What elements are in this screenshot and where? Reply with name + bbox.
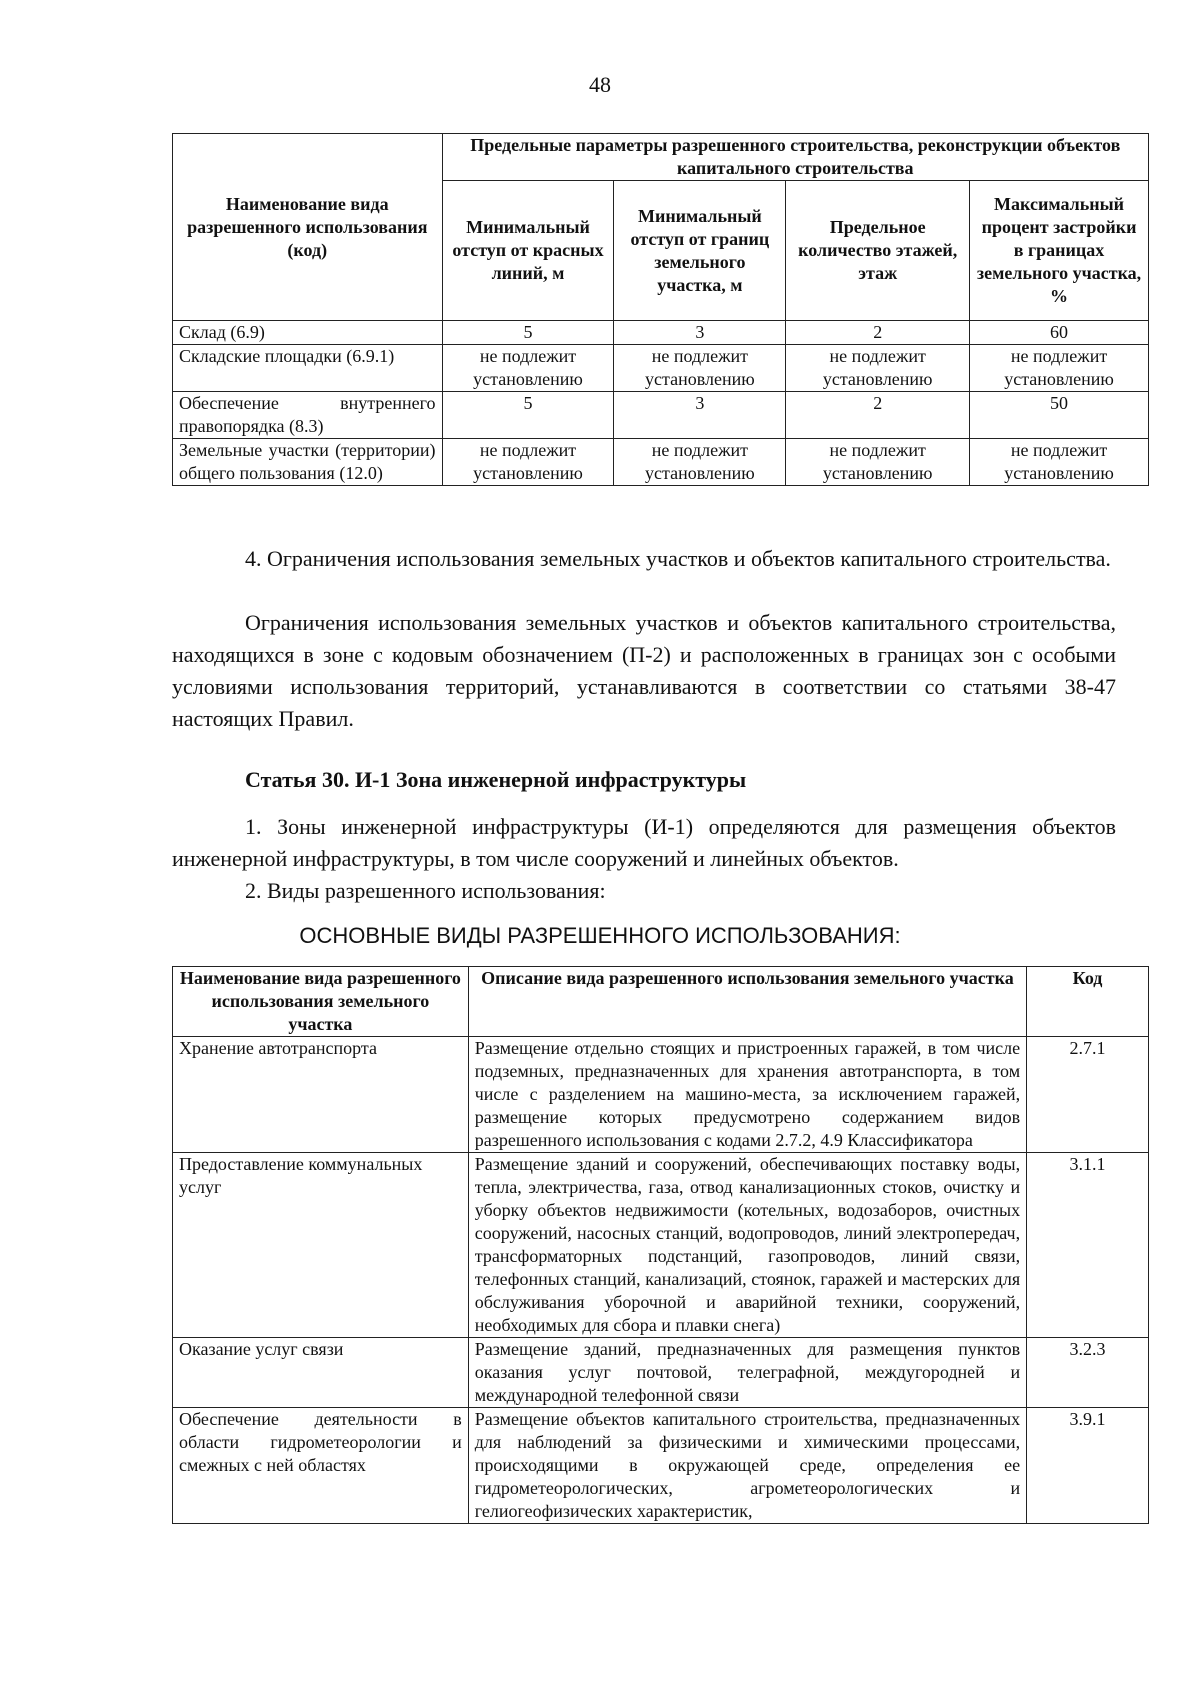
column-header-coverage: Максимальный процент застройки в границах земельного участка, %	[970, 181, 1149, 321]
row-name: Земельные участки (территории) общего пользования (12.0)	[173, 439, 443, 486]
row-name: Складские площадки (6.9.1)	[173, 345, 443, 392]
cell-value: 60	[970, 321, 1149, 345]
row-code: 2.7.1	[1027, 1037, 1149, 1153]
cell-value: не подлежит установлению	[614, 439, 786, 486]
table-row	[173, 1037, 1149, 1153]
cell-value: 3	[614, 392, 786, 439]
table-row	[173, 1338, 1149, 1408]
article-heading: Статья 30. И-1 Зона инженерной инфраструктуры	[245, 767, 747, 792]
cell-value: не подлежит установлению	[970, 439, 1149, 486]
row-name: Предоставление коммунальных услуг	[173, 1153, 469, 1338]
main-uses-title: ОСНОВНЫЕ ВИДЫ РАЗРЕШЕННОГО ИСПОЛЬЗОВАНИЯ:	[299, 923, 901, 948]
parameters-table	[172, 133, 1149, 486]
row-code: 3.1.1	[1027, 1153, 1149, 1338]
table-row	[173, 1408, 1149, 1524]
row-name: Оказание услуг связи	[173, 1338, 469, 1408]
table-row	[173, 1153, 1149, 1338]
cell-value: не подлежит установлению	[786, 439, 970, 486]
column-header-name: Наименование вида разрешенного использования (код)	[173, 134, 443, 321]
row-name: Склад (6.9)	[173, 321, 443, 345]
row-description: Размещение объектов капитального строительства, предназначенных для наблюдений за физическими и химическими процессами, происходящими в окружающей среде, определения ее гидрометеорологических, агрометеорологических и гелиогеофизических характеристик,	[468, 1408, 1026, 1524]
row-name: Хранение автотранспорта	[173, 1037, 469, 1153]
cell-value: не подлежит установлению	[442, 345, 614, 392]
column-header-name: Наименование вида разрешенного использования земельного участка	[173, 967, 469, 1037]
permitted-uses-table	[172, 966, 1149, 1524]
cell-value: не подлежит установлению	[442, 439, 614, 486]
row-code: 3.2.3	[1027, 1338, 1149, 1408]
row-code: 3.9.1	[1027, 1408, 1149, 1524]
row-description: Размещение зданий и сооружений, обеспечивающих поставку воды, тепла, электричества, газа, отвод канализационных стоков, очистку и уборку объектов недвижимости (котельных, водозаборов, очистных сооружений, насосных станций, водопроводов, линий электропередач, трансформаторных подстанций, газопроводов, линий связи, телефонных станций, канализаций, стоянок, гаражей и мастерских для обслуживания уборочной и аварийной техники, сооружений, необходимых для сбора и плавки снега)	[468, 1153, 1026, 1338]
cell-value: 50	[970, 392, 1149, 439]
column-header-red-lines: Минимальный отступ от красных линий, м	[442, 181, 614, 321]
cell-value: 5	[442, 321, 614, 345]
table-row	[173, 392, 1149, 439]
row-name: Обеспечение внутреннего правопорядка (8.3)	[173, 392, 443, 439]
cell-value: не подлежит установлению	[614, 345, 786, 392]
cell-value: 2	[786, 392, 970, 439]
section-4-title: 4. Ограничения использования земельных участков и объектов капитального строительства.	[245, 546, 1111, 571]
row-description: Размещение отдельно стоящих и пристроенных гаражей, в том числе подземных, предназначенных для хранения автотранспорта, в том числе с разделением на машино-места, за исключением гаражей, размещение которых предусмотрено содержанием видов разрешенного использования с кодами 2.7.2, 4.9 Классификатора	[468, 1037, 1026, 1153]
cell-value: 3	[614, 321, 786, 345]
table-header-row	[173, 134, 1149, 181]
cell-value: не подлежит установлению	[786, 345, 970, 392]
column-header-code: Код	[1027, 967, 1149, 1037]
article-paragraph-2: 2. Виды разрешенного использования:	[245, 878, 606, 903]
table-row	[173, 439, 1149, 486]
section-4-paragraph: Ограничения использования земельных участков и объектов капитального строительства, находящихся в зоне с кодовым обозначением (П-2) и расположенных в границах зон с особыми условиями использования территорий, устанавливаются в соответствии со статьями 38-47 настоящих Правил.	[172, 610, 1116, 731]
cell-value: 5	[442, 392, 614, 439]
cell-value: не подлежит установлению	[970, 345, 1149, 392]
table-row	[173, 345, 1149, 392]
column-header-floors: Предельное количество этажей, этаж	[786, 181, 970, 321]
table-row	[173, 321, 1149, 345]
row-name: Обеспечение деятельности в области гидрометеорологии и смежных с ней областях	[173, 1408, 469, 1524]
row-description: Размещение зданий, предназначенных для размещения пунктов оказания услуг почтовой, телеграфной, междугородней и международной телефонной связи	[468, 1338, 1026, 1408]
column-header-group: Предельные параметры разрешенного строительства, реконструкции объектов капитального строительства	[442, 134, 1148, 181]
table-header-row	[173, 967, 1149, 1037]
column-header-plot-borders: Минимальный отступ от границ земельного участка, м	[614, 181, 786, 321]
column-header-description: Описание вида разрешенного использования земельного участка	[468, 967, 1026, 1037]
page-number: 48	[589, 72, 611, 97]
article-paragraph-1: 1. Зоны инженерной инфраструктуры (И-1) определяются для размещения объектов инженерной инфраструктуры, в том числе сооружений и линейных объектов.	[172, 814, 1116, 871]
cell-value: 2	[786, 321, 970, 345]
